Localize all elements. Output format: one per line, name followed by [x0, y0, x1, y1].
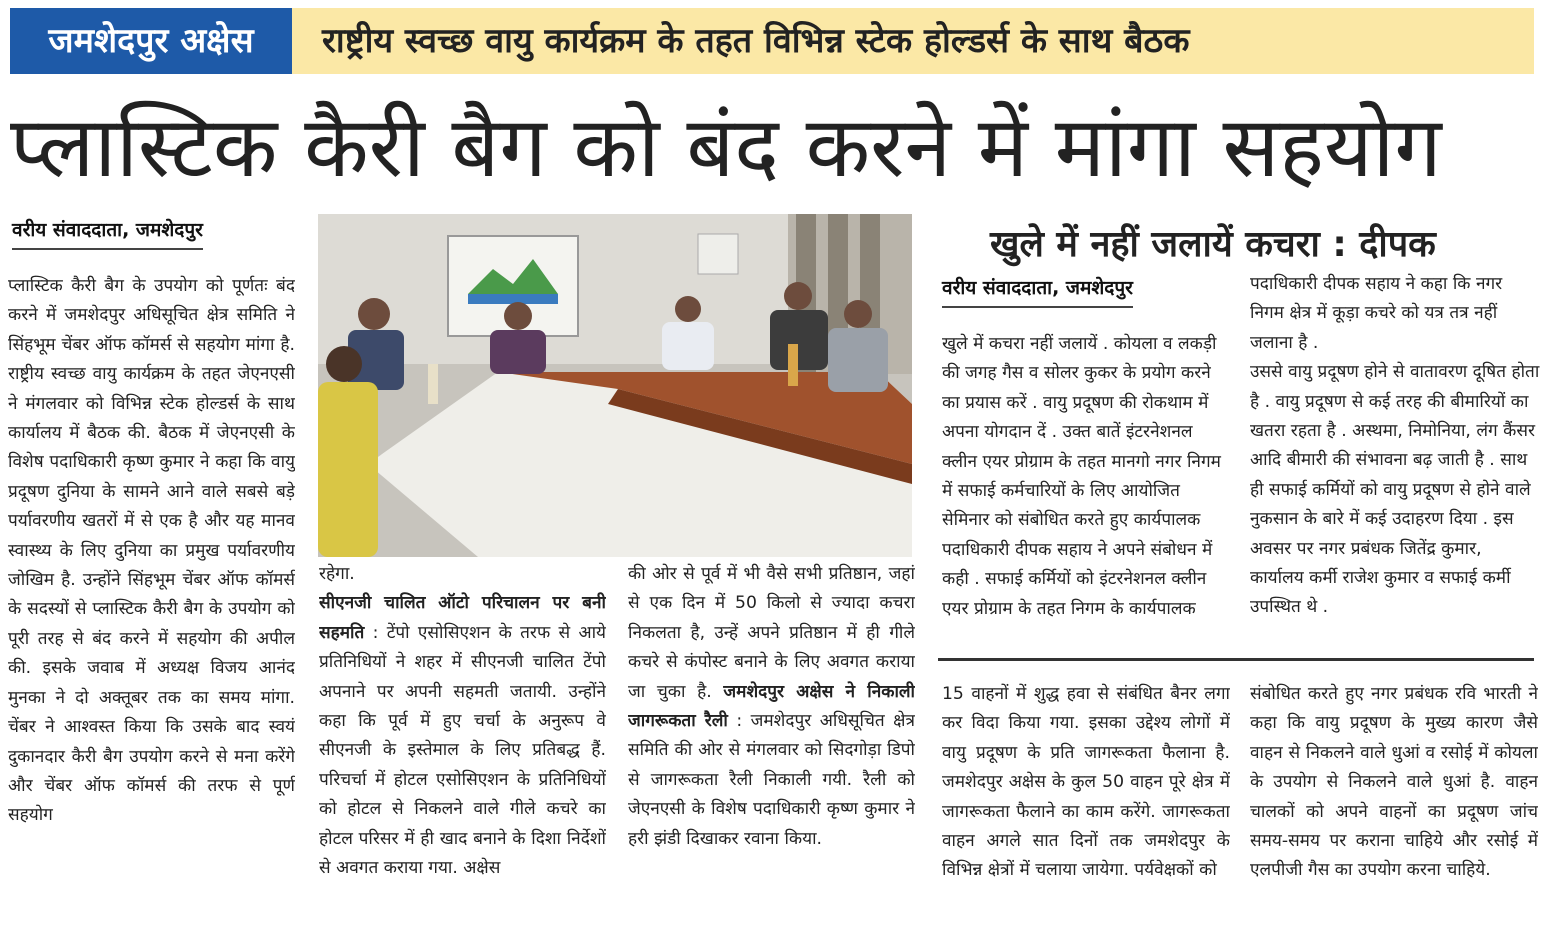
story2-column-2	[1250, 270, 1540, 650]
section-divider	[938, 658, 1534, 661]
story1-col3-body: की ओर से पूर्व में भी वैसे सभी प्रतिष्ठान, जहां से एक दिन में 50 किलो से ज्यादा कचरा निकलता है, उन्हें अपने प्रतिष्ठान में ही गीले कचरे से कंपोस्ट बनाने के लिए अवगत कराया जा चुका है.	[628, 564, 915, 702]
story2-col2-para2: उससे वायु प्रदूषण होने से वातावरण दूषित होता है . वायु प्रदूषण से कई तरह की बीमारियों का खतरा रहता है . अस्थमा, निमोनिया, लंग कैंसर आदि बीमारी की संभावना बढ़ जाती है . साथ ही सफाई कर्मियों को वायु प्रदूषण से होने वाले नुकसान के बारे में कई उदाहरण दिया . इस अवसर पर नगर प्रबंधक जितेंद्र कुमार, कार्यालय कर्मी राजेश कुमार व सफाई कर्मी उपस्थित थे .	[1250, 362, 1540, 618]
story1-subhead-rally: जमशेदपुर अक्षेस ने निकाली जागरूकता रैली	[628, 681, 915, 732]
story1-column-3	[628, 560, 915, 920]
main-headline: प्लास्टिक कैरी बैग को बंद करने में मांगा सहयोग	[10, 98, 1442, 196]
kicker-headline: राष्ट्रीय स्वच्छ वायु कार्यक्रम के तहत विभिन्न स्टेक होल्डर्स के साथ बैठक	[322, 21, 1190, 61]
story3-column-2: संबोधित करते हुए नगर प्रबंधक रवि भारती ने कहा कि वायु प्रदूषण के मुख्य कारण जैसे वाहन से निकलने वाले धुआं व रसोई में कोयला के उपयोग से निकलने वाले धुआं है. वाहन चालकों को अपने वाहनों का प्रदूषण जांच समय-समय पर कराना चाहिये और रसोई में एलपीजी गैस का उपयोग करना चाहिये.	[1250, 684, 1538, 881]
story2-headline: खुले में नहीं जलायें कचरा : दीपक	[990, 224, 1436, 265]
story1-col2-lead: रहेगा.	[319, 564, 355, 584]
meeting-photo	[318, 214, 912, 557]
story1-byline: वरीय संवाददाता, जमशेदपुर	[12, 216, 203, 250]
meeting-photo-illustration	[318, 214, 912, 557]
story2-column-1: खुले में कचरा नहीं जलायें . कोयला व लकड़ी की जगह गैस व सोलर कुकर के प्रयोग करने का प्रयास करें . वायु प्रदूषण की रोकथाम में अपना योगदान दें . उक्त बातें इंटरनेशनल क्लीन एयर प्रोग्राम के तहत मानगो नगर निगम में सफाई कर्मचारियों के लिए आयोजित सेमिनार को संबोधित करते हुए कार्यपालक पदाधिकारी दीपक सहाय ने अपने संबोधन में कही . सफाई कर्मियों को इंटरनेशनल क्लीन एयर प्रोग्राम के तहत निगम के कार्यपालक	[942, 334, 1221, 619]
story2-byline: वरीय संवाददाता, जमशेदपुर	[942, 274, 1133, 308]
story1-column-2	[319, 560, 606, 920]
story2-col2-para1: पदाधिकारी दीपक सहाय ने कहा कि नगर निगम क्षेत्र में कूड़ा कचरे को यत्र तत्र नहीं जलाना है .	[1250, 274, 1503, 353]
story3-column-1: 15 वाहनों में शुद्ध हवा से संबंधित बैनर लगा कर विदा किया गया. इसका उद्देश्य लोगों में वायु प्रदूषण के प्रति जागरूकता फैलाना है. जमशेदपुर अक्षेस के कुल 50 वाहन पूरे क्षेत्र में जागरूकता फैलाने का काम करेंगे. जागरूकता वाहन अगले सात दिनों तक जमशेदपुर के विभिन्न क्षेत्रों में चलाया जायेगा. पर्यवेक्षकों को	[942, 684, 1230, 881]
story1-col3-tail: : जमशेदपुर अधिसूचित क्षेत्र समिति की ओर से मंगलवार को सिदगोड़ा डिपो से जागरूकता रैली निकाली गयी. रैली को जेएनएसी के विशेष पदाधिकारी कृष्ण कुमार ने हरी झंडी दिखाकर रवाना किया.	[628, 711, 915, 849]
story1-column-1: प्लास्टिक कैरी बैग के उपयोग को पूर्णतः बंद करने में जमशेदपुर अधिसूचित क्षेत्र समिति ने सिंहभूम चेंबर ऑफ कॉमर्स से सहयोग मांगा है. राष्ट्रीय स्वच्छ वायु कार्यक्रम के तहत जेएनएसी ने मंगलवार को विभिन्न स्टेक होल्डर्स के साथ कार्यालय में बैठक की. बैठक में जेएनएसी के विशेष पदाधिकारी कृष्ण कुमार ने कहा कि वायु प्रदूषण दुनिया के सामने आने वाले सबसे बड़े पर्यावरणीय खतरों में से एक है और यह मानव स्वास्थ्य के लिए दुनिया का प्रमुख पर्यावरणीय जोखिम है. उन्होंने सिंहभूम चेंबर ऑफ कॉमर्स के सदस्यों से प्लास्टिक कैरी बैग के उपयोग को पूरी तरह से बंद करने में सहयोग की अपील की. इसके जवाब में अध्यक्ष विजय आनंद मुनका ने दो अक्तूबर तक का समय मांगा. चेंबर ने आश्वस्त किया कि उसके बाद स्वयं दुकानदार कैरी बैग उपयोग करने से मना करेंगे और चेंबर ऑफ कॉमर्स की तरफ से पूर्ण सहयोग	[8, 276, 295, 826]
section-badge: जमशेदपुर अक्षेस	[10, 8, 292, 74]
story1-subhead-cng: सीएनजी चालित ऑटो परिचालन पर बनी सहमति	[319, 593, 606, 643]
story1-col2-body: : टेंपो एसोसिएशन के तरफ से आये प्रतिनिधियों ने शहर में सीएनजी चालित टेंपो अपनाने पर अपनी सहमती जतायी. उन्होंने कहा कि पूर्व में हुए चर्चा के अनुरूप वे सीएनजी के इस्तेमाल के लिए प्रतिबद्ध हैं. परिचर्चा में होटल एसोसिएशन के प्रतिनिधियों को होटल से निकलने वाले गीले कचरे का होटल परिसर में ही खाद बनाने के दिशा निर्देशों से अवगत कराया गया. अक्षेस	[319, 622, 606, 879]
